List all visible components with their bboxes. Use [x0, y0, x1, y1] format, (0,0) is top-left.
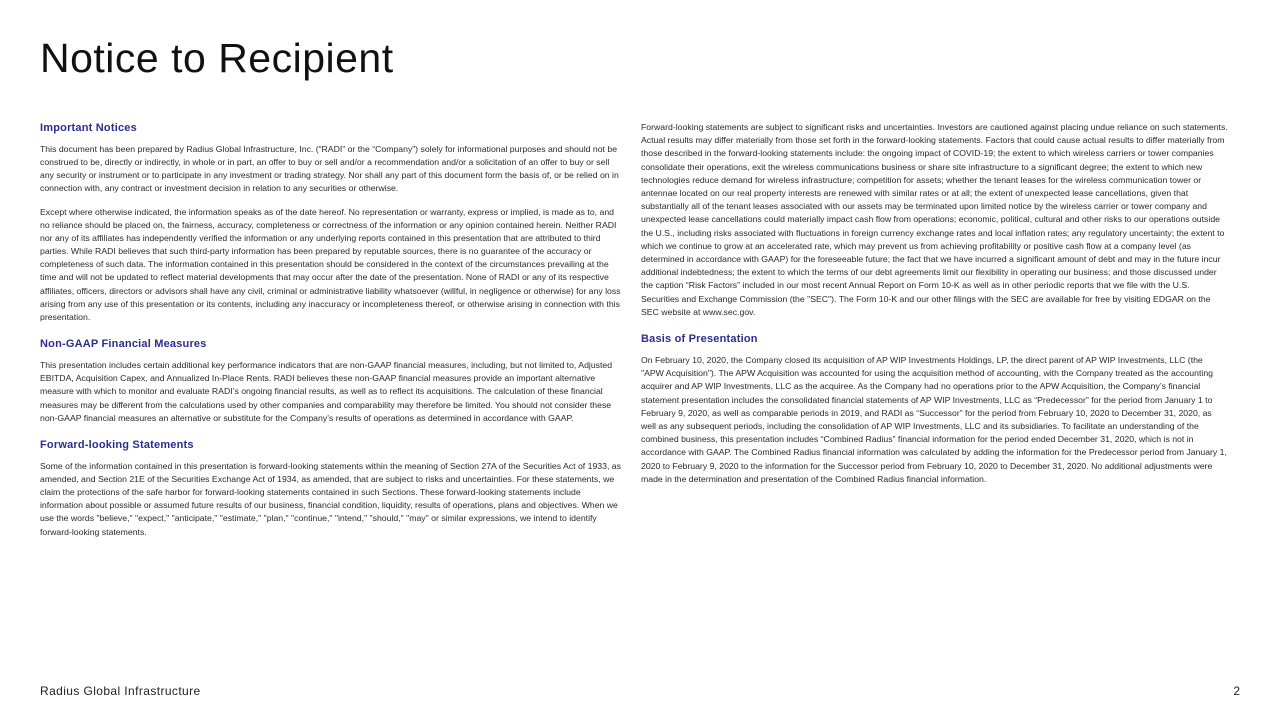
forward-looking-risks-paragraph: Forward-looking statements are subject to significant risks and uncertainties. Investors are cautioned against placing undue reliance on such statements. Actual results may differ materially from those set forth in the forward-looking statements. Factors that could cause actual results to differ materially from those described in the forward-looking statements include: the ongoing impact of COVID-19; the extent to which wireless carriers or tower companies consolidate their operations, exit the wireless communications business or share site infrastructure to a significant degree; the extent to which new technologies reduce demand for wireless infrastructure; competition for assets; whether the tenant leases for the wireless communication tower or antennae located on our real property interests are renewed with similar rates or at all; the extent of unexpected lease cancellations, given that substantially all of the tenant leases associated with our assets may be terminated upon limited notice by the wireless carrier or tower company and unexpected lease cancellations could materially impact cash flow from operations; economic, political, cultural and other risks to our operations outside the U.S., including risks associated with fluctuations in foreign currency exchange rates and local inflation rates; any regulatory uncertainty; the extent to which we continue to grow at an accelerated rate, which may prevent us from achieving profitability or positive cash flow at a company level (as determined in accordance with GAAP) for the foreseeable future; the fact that we have incurred a significant amount of debt and may in the future incur additional indebtedness; the extent to which the terms of our debt agreements limit our flexibility in operating our business; and those discussed under the caption “Risk Factors” included in our most recent Annual Report on Form 10-K as well as in other periodic reports that we file with the U.S. Securities and Exchange Commission (the "SEC"). The Form 10-K and our other filings with the SEC are available for free by visiting EDGAR on the SEC website at www.sec.gov.: [641, 122, 1228, 317]
basis-of-presentation-heading: Basis of Presentation: [641, 333, 758, 346]
basis-of-presentation-paragraph: On February 10, 2020, the Company closed its acquisition of AP WIP Investments Holdings, LP, the direct parent of AP WIP Investments, LLC (the "APW Acquisition"). The APW Acquisition was accounted for using the acquisition method of accounting, with the Company treated as the accounting acquirer and AP WIP Investments, LLC as the acquiree. As the Company had no operations prior to the APW Acquisition, the Company’s financial statement presentation includes the consolidated financial statements of AP WIP Investments, LLC as “Predecessor” for the period from January 1 to February 9, 2020, as well as comparable periods in 2019, and RADI as “Successor” for the period from February 10, 2020 to December 31, 2020, as well as any subsequent periods, including the consolidation of AP WIP Investments, LLC and its subsidiaries. To facilitate an understanding of the combined business, this presentation includes “Combined Radius” financial information for the period ended December 31, 2020, which is not in accordance with GAAP. The Combined Radius financial information was calculated by adding the information for the Predecessor period from January 1, 2020 to February 9, 2020 to the information for the Successor period from February 10, 2020 to December 31, 2020. No additional adjustments were made in the determination and presentation of the Combined Radius financial information.: [641, 355, 1227, 484]
non-gaap-paragraph: This presentation includes certain additional key performance indicators that are non-GAAP financial measures, including, but not limited to, Adjusted EBITDA, Acquisition Capex, and Annualized In-Place Rents. RADI believes these non-GAAP financial measures provide an important alternative measure with which to monitor and evaluate RADI’s ongoing financial results, as well as to reflect its acquisitions. The calculation of these financial measures may be different from the calculations used by other companies and comparability may therefore be limited. You should not consider these non-GAAP financial measures an alternative or substitute for the Company’s results of operations as determined in accordance with GAAP.: [40, 360, 613, 423]
forward-looking-paragraph: Some of the information contained in this presentation is forward-looking statements within the meaning of Section 27A of the Securities Act of 1933, as amended, and Section 21E of the Securities Exchange Act of 1934, as amended, that are subject to risks and uncertainties. For these statements, we claim the protections of the safe harbor for forward-looking statements contained in such Sections. These forward-looking statements include information about possible or assumed future results of our business, financial condition, liquidity, results of operations, plans and objectives. When we use the words "believe," "expect," "anticipate," "estimate," "plan," "continue," "intend," "should," "may" or similar expressions, we intend to identify forward-looking statements.: [40, 460, 621, 537]
important-notices-paragraph-2: Except where otherwise indicated, the information speaks as of the date hereof. No representation or warranty, express or implied, is made as to, and no reliance should be placed on, the fairness, accuracy, completeness or correctness of the information or any opinion contained herein. Neither RADI nor any of its affiliates has independently verified the information or any underlying reports contained in this presentation that are attributed to third parties. While RADI believes that such third-party information has been prepared by reputable sources, there is no guarantee of the accuracy or completeness of such data. The information contained in this presentation should be considered in the context of the circumstances prevailing at the time and will not be updated to reflect material developments that may occur after the date of the presentation. None of RADI or any of its respective affiliates, officers, directors or advisors shall have any civil, criminal or administrative liability whatsoever (willful, in negligence or otherwise) for any loss arising from any use of this presentation or its contents, including any inaccuracy or incompleteness thereof, or otherwise arising in connection with this presentation.: [40, 206, 621, 322]
left-column: [40, 121, 625, 552]
forward-looking-heading: Forward-looking Statements: [40, 438, 194, 451]
right-column: [641, 121, 1228, 499]
page-title: Notice to Recipient: [40, 35, 394, 81]
important-notices-heading: Important Notices: [40, 122, 137, 134]
non-gaap-heading: Non-GAAP Financial Measures: [40, 338, 207, 351]
forward-looking-section: [40, 438, 625, 539]
page-number: 2: [1233, 684, 1240, 698]
non-gaap-section: [40, 337, 625, 425]
footer-brand: Radius Global Infrastructure: [40, 684, 201, 698]
forward-looking-continued-section: [641, 121, 1228, 319]
important-notices-section: [40, 121, 625, 324]
basis-of-presentation-section: [641, 332, 1228, 486]
important-notices-paragraph-1: This document has been prepared by Radius Global Infrastructure, Inc. (“RADI” or the “Company”) solely for informational purposes and should not be construed to be, directly or indirectly, in whole or in part, an offer to buy or sell and/or a recommendation and/or a solicitation of an offer to buy or sell any security or instrument or to participate in any investment or trading strategy. Nor shall any part of this document form the basis of, or be relied on in connection with, any contract or investment decision in relation to any securities or otherwise.: [40, 144, 619, 194]
